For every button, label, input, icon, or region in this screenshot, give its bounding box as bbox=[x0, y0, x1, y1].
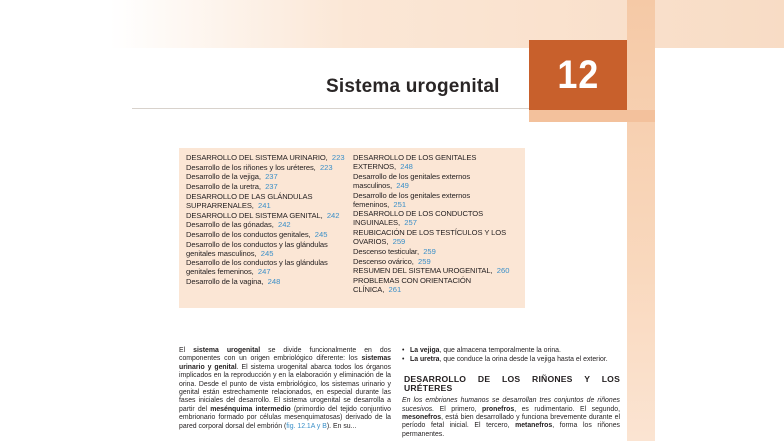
toc-entry-label: REUBICACIÓN DE LOS TESTÍCULOS Y LOS OVARIOS, bbox=[353, 228, 507, 247]
chapter-number: 12 bbox=[557, 52, 599, 97]
chapter-number-underbar bbox=[529, 110, 655, 122]
bullet-item: • La vejiga, que almacena temporalmente la orina. bbox=[402, 347, 561, 354]
toc-entry[interactable] bbox=[186, 211, 354, 220]
toc-page-number[interactable]: 237 bbox=[265, 172, 278, 182]
toc-page-number[interactable]: 242 bbox=[326, 210, 340, 220]
toc-entry[interactable] bbox=[353, 209, 521, 227]
toc-entry-label: PROBLEMAS CON ORIENTACIÓN CLÍNICA, bbox=[353, 275, 472, 295]
toc-page-number[interactable]: 260 bbox=[496, 266, 510, 276]
section-heading: DESARROLLO DE LOS RIÑONES Y LOS URÉTERES bbox=[404, 374, 620, 393]
toc-entry[interactable] bbox=[186, 172, 354, 181]
toc-entry-label: Desarrollo de la uretra, bbox=[186, 182, 261, 192]
chapter-number-box bbox=[529, 40, 627, 110]
toc-entry-label: DESARROLLO DE LOS GENITALES EXTERNOS, bbox=[353, 153, 477, 172]
toc-page-number[interactable]: 248 bbox=[400, 162, 413, 172]
title-rule bbox=[132, 108, 529, 109]
chapter-side-bar bbox=[627, 0, 655, 441]
toc-entry-label: Descenso ovárico, bbox=[353, 256, 414, 266]
toc-entry[interactable] bbox=[186, 153, 354, 162]
toc-entry[interactable] bbox=[353, 247, 521, 256]
toc-left-column bbox=[186, 153, 354, 287]
toc-entry[interactable] bbox=[353, 191, 521, 209]
toc-entry[interactable] bbox=[186, 230, 354, 239]
bullet-dot-icon: • bbox=[402, 355, 405, 363]
toc-entry[interactable] bbox=[186, 163, 354, 172]
toc-entry[interactable] bbox=[353, 153, 521, 171]
header-gradient bbox=[110, 0, 784, 48]
toc-entry[interactable] bbox=[186, 240, 354, 258]
toc-page-number[interactable]: 223 bbox=[319, 162, 333, 172]
toc-right-column bbox=[353, 153, 521, 295]
toc-entry[interactable] bbox=[353, 266, 521, 275]
toc-page-number[interactable]: 245 bbox=[314, 229, 328, 239]
toc-page-number[interactable]: 237 bbox=[265, 182, 278, 192]
toc-page-number[interactable]: 257 bbox=[404, 218, 417, 228]
toc-entry-label: Descenso testicular, bbox=[353, 246, 419, 256]
toc-entry-label: Desarrollo de los genitales externos masculinos, bbox=[353, 171, 471, 190]
toc-page-number[interactable]: 242 bbox=[277, 220, 291, 230]
intro-paragraph: El sistema urogenital se divide funcionalmente en dos componentes con un origen embriológico diferente: los sistemas urinario y genital. El sistema urogenital abarca todos los órganos implicados en la reproducción y en la elaboración y eliminación de la orina. Desde el punto de vista embriológico, los sistemas urinario y genital están estrechamente relacionados, en especial durante las fases iniciales del desarrollo. El sistema urogenital se desarrolla a partir del mesénquima intermedio (primordio del tejido conjuntivo embrionario formado por células mesenquimatosas) derivado de la pared corporal dorsal del embrión (fig. 12.1A y B). En su... bbox=[179, 347, 392, 430]
bullet-list bbox=[402, 347, 620, 364]
toc-entry[interactable] bbox=[186, 277, 354, 286]
bullet-item: • La uretra, que conduce la orina desde la vejiga hasta el exterior. bbox=[402, 355, 608, 363]
toc-entry[interactable] bbox=[353, 228, 521, 246]
toc-entry-label: DESARROLLO DEL SISTEMA GENITAL, bbox=[186, 210, 323, 220]
toc-entry-label: Desarrollo de la vagina, bbox=[186, 277, 264, 287]
toc-page-number[interactable]: 247 bbox=[257, 267, 271, 277]
toc-entry-label: RESUMEN DEL SISTEMA UROGENITAL, bbox=[353, 266, 493, 276]
toc-entry-label: Desarrollo de las gónadas, bbox=[186, 220, 274, 230]
figure-link[interactable]: fig. 12.1A y B bbox=[286, 422, 327, 430]
bullet-dot-icon: • bbox=[402, 347, 405, 354]
body-left-column bbox=[179, 347, 391, 431]
body-right-column bbox=[402, 347, 620, 439]
toc-entry[interactable] bbox=[353, 172, 521, 190]
toc-entry[interactable] bbox=[186, 192, 354, 210]
toc-page-number[interactable]: 245 bbox=[260, 248, 274, 258]
toc-page-number[interactable]: 248 bbox=[267, 277, 281, 287]
toc-page-number[interactable]: 249 bbox=[396, 180, 409, 190]
toc-entry-label: DESARROLLO DE LOS CONDUCTOS INGUINALES, bbox=[353, 209, 484, 228]
toc-page-number[interactable]: 259 bbox=[418, 256, 431, 266]
toc-entry[interactable] bbox=[186, 258, 354, 276]
toc-entry-label: Desarrollo de los genitales externos femeninos, bbox=[353, 190, 471, 209]
toc-entry-label: Desarrollo de los conductos y las glándulas genitales masculinos, bbox=[186, 239, 328, 258]
toc-page-number[interactable]: 223 bbox=[331, 153, 345, 162]
toc-page-number[interactable]: 259 bbox=[392, 237, 406, 247]
toc-entry-label: Desarrollo de los riñones y los uréteres, bbox=[186, 162, 316, 172]
section-paragraph: En los embriones humanos se desarrollan tres conjuntos de riñones sucesivos. El primero, pronefros, es rudimentario. El segundo, mesonefros, está bien desarrollado y funciona brevemente durante el período fetal inicial. El tercero, metanefros, forma los riñones permanentes. bbox=[402, 397, 620, 438]
toc-page-number[interactable]: 251 bbox=[393, 199, 407, 209]
toc-entry-label: DESARROLLO DE LAS GLÁNDULAS SUPRARRENALES, bbox=[186, 191, 313, 210]
toc-entry[interactable] bbox=[353, 257, 521, 266]
toc-entry-label: Desarrollo de los conductos genitales, bbox=[186, 229, 311, 239]
toc-page-number[interactable]: 261 bbox=[388, 285, 402, 295]
toc-entry[interactable] bbox=[186, 220, 354, 229]
toc-entry-label: DESARROLLO DEL SISTEMA URINARIO, bbox=[186, 153, 328, 162]
toc-entry-label: Desarrollo de los conductos y las glándulas genitales femeninos, bbox=[186, 258, 328, 277]
toc-entry[interactable] bbox=[186, 182, 354, 191]
toc-page-number[interactable]: 259 bbox=[423, 246, 436, 256]
toc-page-number[interactable]: 241 bbox=[258, 200, 271, 210]
page-title: Sistema urogenital bbox=[326, 76, 500, 97]
toc-entry[interactable] bbox=[353, 276, 521, 294]
toc-entry-label: Desarrollo de la vejiga, bbox=[186, 172, 261, 182]
